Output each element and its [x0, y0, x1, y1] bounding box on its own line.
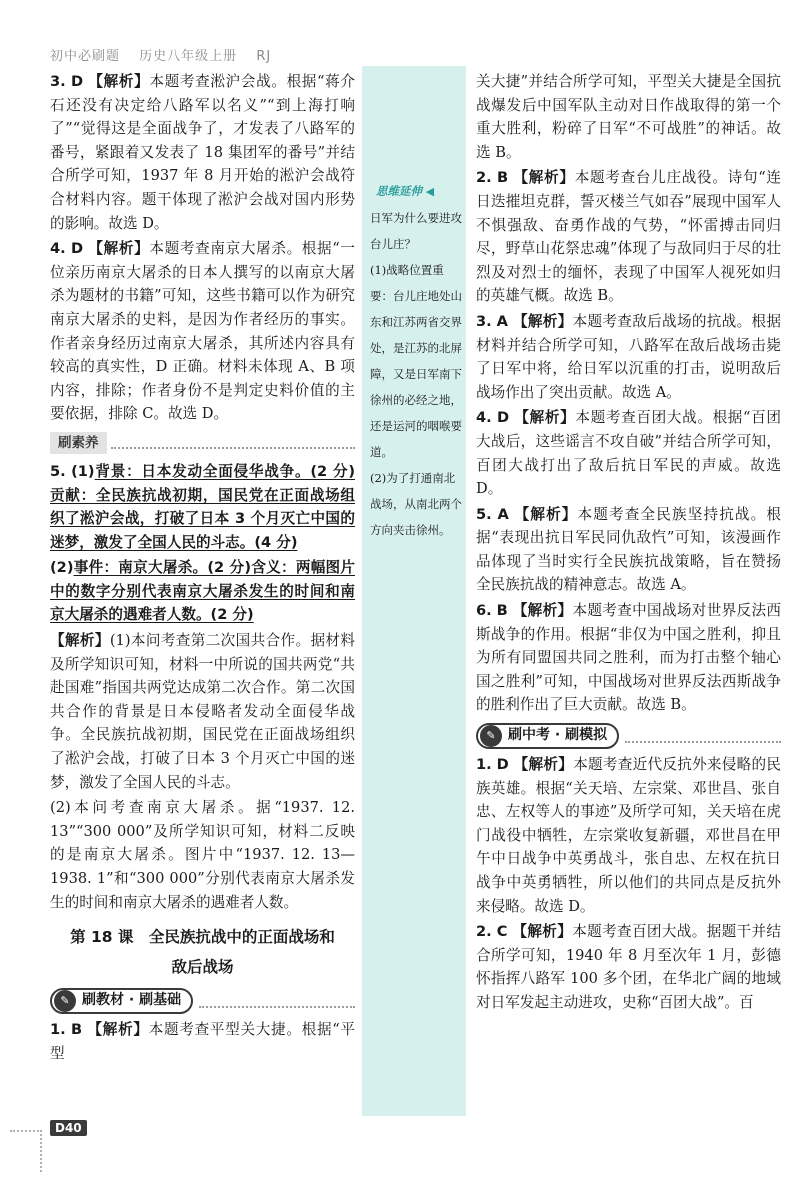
dotted-divider	[625, 729, 781, 743]
right-column	[476, 70, 781, 1017]
analysis-text: (1)本问考查第二次国共合作。据材料及所学知识可知，材料一中所说的国共两党“共赴国难”指国共两党达成第二次合作。第二次国共合作的背景是日本侵略者发动全面侵华战争。全民族抗战初期，国民党在正面战场组织了淞沪会战，打破了日本 3 个月灭亡中国的迷梦，激发了全国人民的斗志。	[50, 632, 355, 791]
analysis-text: 本题考查中国战场对世界反法西斯战争的作用。根据“非仅为中国之胜利，抑且为所有同盟国共同之胜利，而为打击整个轴心国之胜利”可知，中国战场对世界反法西斯战争的胜利作出了巨大贡献。故选 B。	[476, 602, 781, 714]
item-number: 1.	[50, 1021, 66, 1039]
item-number: 5.	[476, 505, 492, 523]
part-label: (1)	[71, 462, 95, 480]
answer-item-4	[476, 406, 781, 500]
answer-item-5-analysis-2	[50, 796, 355, 914]
analysis-tag: 【解析】	[512, 923, 573, 941]
brush-icon: ✎	[480, 725, 502, 747]
sidebar-title-row	[370, 178, 464, 205]
analysis-text: 本题考查淞沪会战。根据“蒋介石还没有决定给八路军以名义”“到上海打响了”“觉得这是全面战争了，才发表了八路军的番号，紧跟着又发表了 18 集团军的番号”并结合所学可知，1937 年 8 月开始的淞沪会战符合材料内容。题干体现了淞沪会战对国内形势的影响。故选 D。	[50, 73, 355, 232]
analysis-text: 本题考查南京大屠杀。根据“一位亲历南京大屠杀的日本人撰写的以南京大屠杀为题材的书籍”可知，这些书籍可以作为研究南京大屠杀的史料，是因为作者经历的事实。作者亲身经历过南京大屠杀，其所述内容具有较高的真实性，D 正确。材料未体现 A、B 项内容，排除；作者身份不是判定史料价值的主要依据，排除 C。故选 D。	[50, 240, 355, 423]
answer-item-5-analysis-1	[50, 629, 355, 794]
sidebar-title: 思维延伸	[376, 184, 422, 198]
item-answer: A	[497, 505, 509, 523]
section-label: 刷素养	[50, 432, 107, 454]
analysis-text: 本题考查台儿庄战役。诗句“连日迭摧坦克群，誓灭楼兰气如吞”展现中国军人不惧强敌、奋勇作战的气势，“怀雷搏击同归尽，野草山花祭忠魂”体现了与敌同归于尽的壮烈及对烈士的缅怀，表现了中国军人视死如归的英雄气概。故选 B。	[476, 169, 781, 305]
answer-item-4	[50, 237, 355, 426]
answer-item-3	[476, 310, 781, 404]
analysis-tag: 【解析】	[50, 632, 110, 650]
answer-part-1: 背景：日本发动全面侵华战争。(2 分)贡献：全民族抗战初期，国民党在正面战场组织了淞沪会战，打破了日本 3 个月灭亡中国的迷梦，激发了全国人民的斗志。(4 分)	[50, 462, 356, 551]
analysis-text: 本题考查近代反抗外来侵略的民族英雄。根据“关天培、左宗棠、邓世昌、张自忠、左权等人的事迹”及所学可知，关天培在虎门战役中牺牲，左宗棠收复新疆，邓世昌在甲午中日战争中英勇战斗，张自忠、左权在抗日战争中英勇牺牲，所以他们的共同点是反抗外来侵略。故选 D。	[476, 756, 781, 915]
banner-exam-mock	[476, 723, 781, 749]
thinking-extension-note	[370, 178, 464, 543]
mock-item-2	[476, 920, 781, 1014]
analysis-tag: 【解析】	[514, 505, 578, 523]
analysis-tag: 【解析】	[512, 602, 573, 620]
part-label: (2)	[50, 559, 74, 577]
analysis-text: 关大捷”并结合所学可知，平型关大捷是全国抗战爆发后中国军队主动对日作战取得的第一个重大胜利，粉碎了日军“不可战胜”的神话。故选 B。	[476, 73, 781, 161]
mock-item-1	[476, 753, 781, 918]
lesson-title-line-1: 第 18 课 全民族抗战中的正面战场和	[70, 928, 335, 947]
lesson-title-line-2: 敌后战场	[171, 958, 234, 977]
dotted-divider	[111, 436, 356, 449]
analysis-tag: 【解析】	[513, 756, 574, 774]
section-strip-literacy	[50, 432, 355, 454]
dotted-divider	[199, 994, 355, 1008]
item-answer: D	[497, 409, 510, 427]
analysis-tag: 【解析】	[88, 240, 150, 258]
analysis-tag: 【解析】	[87, 1021, 149, 1039]
answer-item-6	[476, 599, 781, 717]
banner-pill	[476, 723, 619, 749]
item-number: 2.	[476, 923, 492, 941]
item-number: 1.	[476, 756, 492, 774]
answer-item-5	[476, 503, 781, 597]
page-number: D40	[50, 1120, 87, 1136]
corner-decoration	[10, 1130, 42, 1172]
item-number: 4.	[476, 409, 492, 427]
answer-item-1	[50, 1018, 355, 1065]
brush-icon: ✎	[54, 990, 76, 1012]
analysis-text: (2)本问考查南京大屠杀。据“1937. 12. 13”“300 000”及所学知识可知，材料二反映的是南京大屠杀。图片中“1937. 12. 13—1938. 1”和“300 000”分别代表南京大屠杀发生的时间和南京大屠杀的遇难者人数。	[50, 799, 355, 911]
item-answer: D	[71, 73, 84, 90]
analysis-text: 本题考查百团大战。根据“百团大战后，这些谣言不攻自破”并结合所学可知，百团大战打出了敌后抗日军民的声威。故选 D。	[476, 409, 781, 498]
item-number: 4.	[50, 240, 66, 258]
answer-item-3	[50, 70, 355, 235]
analysis-tag: 【解析】	[88, 73, 150, 90]
header-book: 初中必刷题	[50, 49, 121, 64]
answer-item-1-continued	[476, 70, 781, 164]
banner-pill	[50, 988, 193, 1014]
analysis-tag: 【解析】	[514, 409, 576, 427]
sidebar-question: 日军为什么要进攻台儿庄？	[370, 211, 462, 251]
analysis-text: 本题考查全民族坚持抗战。根据“表现出抗日军民同仇敌忾”可知，该漫画作品体现了当时实行全民族抗战策略，旨在赞扬全民族抗战的精神意志。故选 A。	[476, 505, 781, 594]
item-answer: D	[71, 240, 84, 258]
answer-item-5-part-2	[50, 556, 355, 627]
banner-label: 刷中考 · 刷模拟	[508, 727, 608, 744]
item-answer: C	[496, 923, 508, 941]
left-column	[50, 70, 355, 1067]
answer-item-2	[476, 166, 781, 308]
item-number: 2.	[476, 169, 492, 187]
arrow-left-icon: ◀	[425, 185, 435, 198]
analysis-tag: 【解析】	[512, 312, 573, 330]
lesson-title	[50, 922, 355, 982]
item-answer: B	[71, 1021, 83, 1039]
item-number: 6.	[476, 602, 492, 620]
sidebar-point-1: (1)战略位置重要：台儿庄地处山东和江苏两省交界处，是江苏的北屏障，又是日军南下徐州的必经之地，还是运河的咽喉要道。	[370, 263, 462, 459]
sidebar-point-2: (2)为了打通南北战场，从南北两个方向夹击徐州。	[370, 471, 462, 537]
item-number: 3.	[476, 312, 492, 330]
item-answer: B	[497, 169, 509, 187]
running-header	[50, 45, 285, 64]
banner-label: 刷教材 · 刷基础	[82, 992, 182, 1009]
item-number: 3.	[50, 73, 66, 90]
analysis-text: 本题考查敌后战场的抗战。根据材料并结合所学可知，八路军在敌后战场击毙了日军中将，给日军以沉重的打击，说明敌后战场作出了突出贡献。故选 A。	[476, 312, 781, 401]
answer-part-2: 事件：南京大屠杀。(2 分)含义：两幅图片中的数字分别代表南京大屠杀发生的时间和南京大屠杀的遇难者人数。(2 分)	[50, 559, 355, 624]
analysis-text: 本题考查平型关大捷。根据“平型	[50, 1021, 355, 1062]
item-answer: D	[496, 756, 509, 774]
item-answer: B	[496, 602, 508, 620]
header-subject: 历史八年级上册	[139, 49, 238, 64]
item-answer: A	[496, 312, 508, 330]
banner-textbook-basic	[50, 988, 355, 1014]
header-edition: RJ	[256, 49, 272, 64]
analysis-text: 本题考查百团大战。据题干并结合所学可知，1940 年 8 月至次年 1 月，彭德怀指挥八路军 100 多个团，在华北广阔的地域对日军发起主动进攻，史称“百团大战”。百	[476, 923, 782, 1011]
analysis-tag: 【解析】	[513, 169, 575, 187]
item-number: 5.	[50, 462, 66, 480]
answer-item-5	[50, 460, 355, 554]
